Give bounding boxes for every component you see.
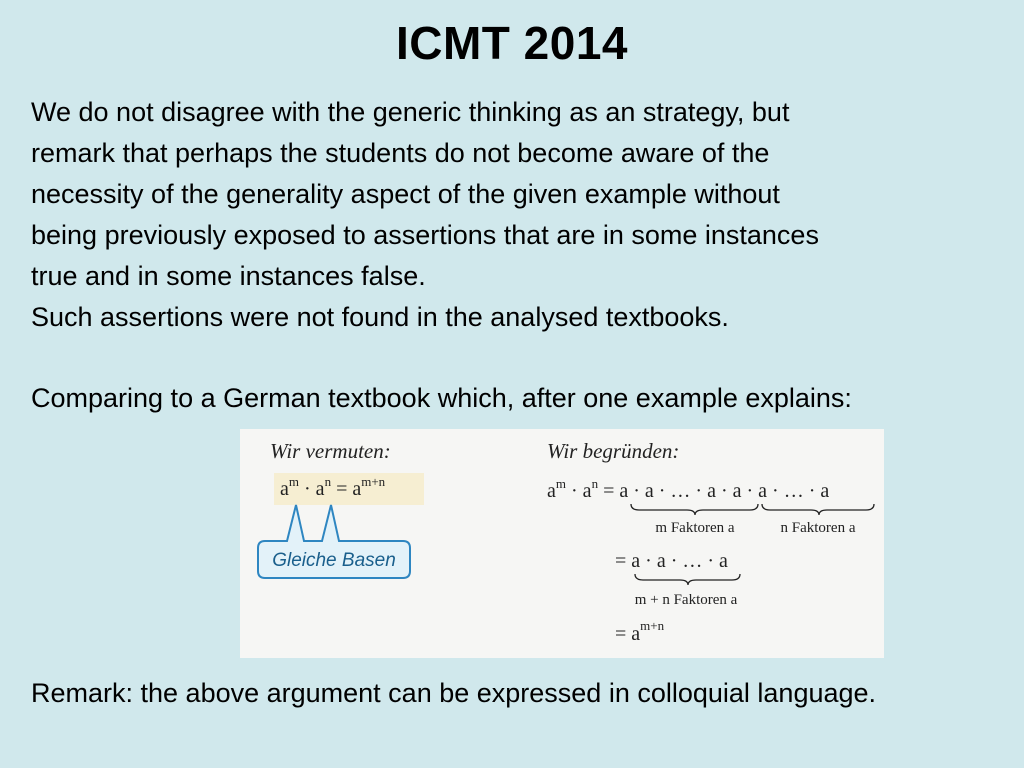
brace-m-label: m Faktoren a (655, 520, 735, 536)
remark-text: Remark: the above argument can be expressed in colloquial language. (31, 678, 877, 708)
paragraph-line: remark that perhaps the students do not become aware of the (31, 138, 770, 168)
svg-text:am · an = am+n: $a^m \cdot a^n = a^{m+n}$ (280, 474, 386, 500)
brace-m (631, 504, 758, 515)
paragraph-line: necessity of the generality aspect of the given example without (31, 179, 780, 209)
body-text (31, 92, 1001, 338)
textbook-figure-svg (240, 429, 884, 658)
paragraph-line: We do not disagree with the generic thinking as an strategy, but (31, 97, 790, 127)
justification-line-2 (615, 550, 728, 572)
svg-text:= a · a · … · a: = a · a · … · a (615, 550, 728, 572)
brace-mn (635, 574, 740, 585)
svg-text:= am+n: = $a^{m+n}$ (615, 618, 665, 645)
left-heading: Wir vermuten: (270, 439, 391, 463)
brace-mn-label: m + n Faktoren a (634, 592, 738, 608)
paragraph-line: true and in some instances false. (31, 261, 426, 291)
justification-line-1 (547, 476, 829, 502)
comparing-text: Comparing to a German textbook which, after one example explains: (31, 383, 852, 413)
right-heading: Wir begründen: (547, 439, 680, 463)
slide-title: ICMT 2014 (395, 17, 629, 69)
paragraph-line: Such assertions were not found in the analysed textbooks. (31, 302, 729, 332)
svg-text:am · an = a · a · … · a · a ·: $a^m \cdot a^n = a \cdot a$ · … · a · a · a · … · a (547, 476, 830, 502)
paragraph-line: being previously exposed to assertions that are in some instances (31, 220, 819, 250)
textbook-figure (240, 429, 884, 658)
justification-line-3 (615, 618, 665, 645)
brace-n (762, 504, 874, 515)
callout-label: Gleiche Basen (272, 550, 396, 571)
brace-n-label: n Faktoren a (780, 520, 856, 536)
